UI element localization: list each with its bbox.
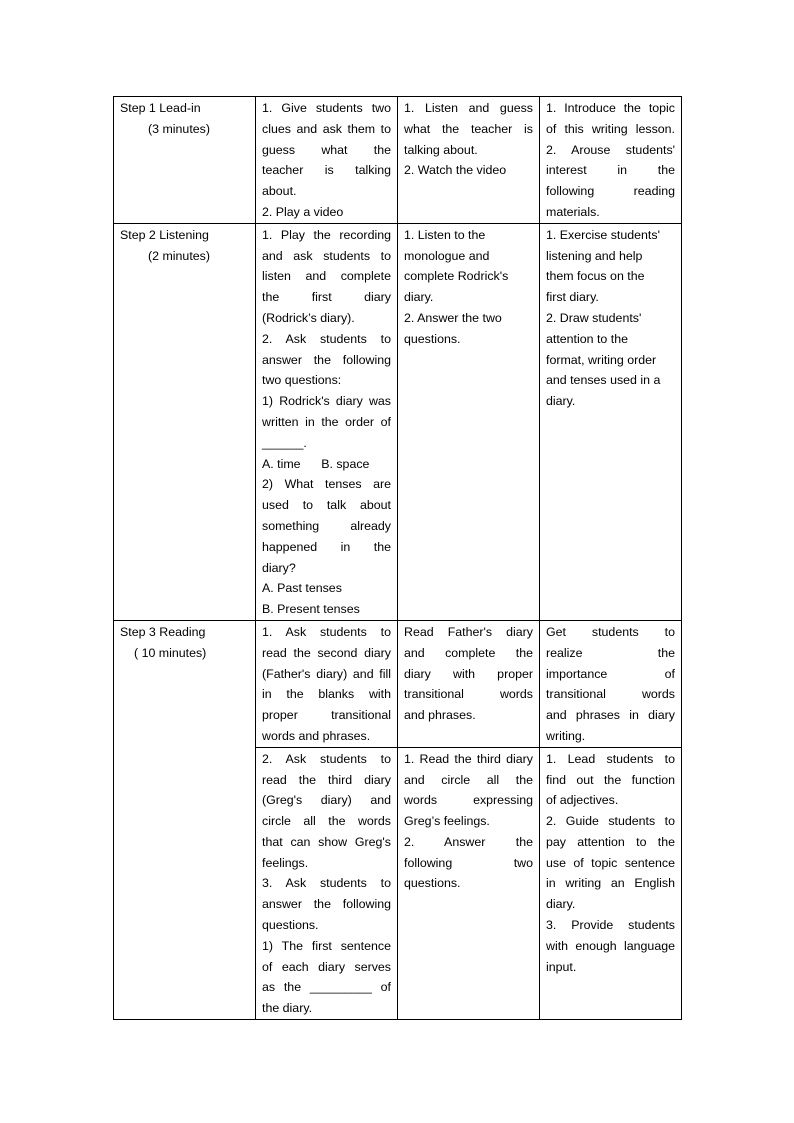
- text-line: attention to the: [546, 331, 628, 346]
- text-line: circle all the words: [262, 814, 391, 829]
- table-row: [114, 223, 682, 620]
- text-line: 1) Rodrick's diary was: [262, 394, 391, 409]
- text-line: 1. Play the recording: [262, 227, 391, 242]
- text-line: input.: [546, 959, 577, 974]
- text-line: that can show Greg's: [262, 834, 391, 849]
- text-line: 2. Ask students to: [262, 751, 391, 766]
- text-line: and tenses used in a: [546, 373, 661, 388]
- text-line: in the blanks with: [262, 687, 391, 702]
- text-line: them focus on the: [546, 269, 645, 284]
- text-line: transitional words: [546, 687, 675, 702]
- text-line: of this writing lesson.: [546, 121, 675, 136]
- text-line: happened in the: [262, 539, 391, 554]
- text-line: feelings.: [262, 855, 309, 870]
- text-line: answer the following: [262, 897, 391, 912]
- step-cell: [114, 620, 256, 1019]
- text-line: 1. Listen and guess: [404, 101, 533, 115]
- text-line: what the teacher is: [404, 121, 533, 136]
- text-line: and circle all the: [404, 772, 533, 787]
- text-line: clues and ask them to: [262, 121, 391, 136]
- text-line: use of topic sentence: [546, 855, 675, 870]
- text-line: 2. Guide students to: [546, 814, 675, 829]
- text-line: talking about.: [404, 142, 478, 157]
- teacher-activity-cell: [256, 223, 398, 620]
- step-title: Step 2 Listening: [120, 227, 209, 242]
- text-line: Read Father's diary: [404, 624, 533, 639]
- student-activity-cell: [398, 97, 540, 224]
- text-line: answer the following: [262, 352, 391, 367]
- text-line: used to talk about: [262, 498, 391, 513]
- step-duration: (2 minutes): [148, 248, 210, 263]
- text-line: of adjectives.: [546, 793, 619, 808]
- text-line: words and phrases.: [262, 728, 371, 743]
- text-line: complete Rodrick's: [404, 269, 509, 284]
- step-cell: [114, 97, 256, 224]
- step-title: Step 1 Lead-in: [120, 101, 201, 115]
- text-line: Greg’s feelings.: [404, 814, 490, 829]
- text-line: 2. Ask students to: [262, 331, 391, 346]
- text-line: diary with proper: [404, 666, 533, 681]
- text-line: importance of: [546, 666, 675, 681]
- step-title: Step 3 Reading: [120, 624, 206, 639]
- text-line: read the third diary: [262, 772, 391, 787]
- text-line: 1. Lead students to: [546, 751, 675, 766]
- text-line: and ask students to: [262, 248, 391, 263]
- text-line: 1) The first sentence: [262, 938, 391, 953]
- text-line: transitional words: [404, 687, 533, 702]
- text-line: read the second diary: [262, 645, 391, 660]
- text-line: ______.: [262, 435, 307, 450]
- text-line: materials.: [546, 204, 600, 219]
- text-line: with enough language: [546, 938, 675, 953]
- table-row: [114, 620, 682, 747]
- text-line: find out the function: [546, 772, 675, 787]
- text-line: Get students to: [546, 624, 675, 639]
- student-activity-cell: [398, 747, 540, 1019]
- purpose-cell: [540, 747, 682, 1019]
- text-line: (Greg's diary) and: [262, 793, 391, 808]
- text-line: 2. Answer the two: [404, 310, 502, 325]
- teacher-activity-cell: [256, 747, 398, 1019]
- text-line: following two: [404, 855, 533, 870]
- purpose-cell: [540, 620, 682, 747]
- student-activity-cell: [398, 620, 540, 747]
- text-line: 1. Listen to the: [404, 227, 486, 242]
- text-line: monologue and: [404, 248, 490, 263]
- text-line: 3. Ask students to: [262, 876, 391, 891]
- text-line: 2) What tenses are: [262, 477, 391, 492]
- step-duration: ( 10 minutes): [134, 645, 207, 660]
- purpose-cell: [540, 97, 682, 224]
- text-line: written in the order of: [262, 414, 391, 429]
- text-line: first diary.: [546, 290, 599, 305]
- text-line: (Father's diary) and fill: [262, 666, 391, 681]
- text-line: 2. Draw students': [546, 310, 642, 325]
- text-line: guess what the: [262, 142, 391, 157]
- text-line: (Rodrick’s diary).: [262, 310, 355, 325]
- lesson-plan-table: [113, 96, 682, 1020]
- text-line: 2. Arouse students': [546, 142, 675, 157]
- text-line: and phrases.: [404, 708, 476, 723]
- text-line: A. time B. space: [262, 456, 370, 471]
- text-line: proper transitional: [262, 708, 391, 723]
- text-line: A. Past tenses: [262, 581, 342, 596]
- text-line: words expressing: [404, 793, 533, 808]
- text-line: the diary.: [262, 1001, 313, 1016]
- text-line: pay attention to the: [546, 834, 675, 849]
- text-line: the first diary: [262, 290, 391, 305]
- teacher-activity-cell: [256, 620, 398, 747]
- text-line: 1. Introduce the topic: [546, 101, 675, 115]
- text-line: 1. Exercise students': [546, 227, 660, 242]
- table-row: [114, 97, 682, 224]
- text-line: realize the: [546, 645, 675, 660]
- text-line: B. Present tenses: [262, 602, 360, 617]
- text-line: questions.: [404, 876, 461, 891]
- text-line: 1. Ask students to: [262, 624, 391, 639]
- text-line: two questions:: [262, 373, 342, 388]
- text-line: 1. Read the third diary: [404, 751, 533, 766]
- text-line: listening and help: [546, 248, 643, 263]
- text-line: writing.: [546, 728, 586, 743]
- text-line: diary.: [404, 290, 434, 305]
- text-line: diary.: [546, 394, 576, 409]
- text-line: of each diary serves: [262, 959, 391, 974]
- purpose-cell: [540, 223, 682, 620]
- step-duration: (3 minutes): [148, 121, 210, 136]
- text-line: 2. Play a video: [262, 204, 344, 219]
- teacher-activity-cell: [256, 97, 398, 224]
- text-line: questions.: [262, 918, 319, 933]
- text-line: format, writing order: [546, 352, 657, 367]
- text-line: about.: [262, 184, 297, 199]
- text-line: interest in the: [546, 163, 675, 178]
- text-line: diary.: [546, 897, 576, 912]
- text-line: listen and complete: [262, 269, 391, 284]
- text-line: teacher is talking: [262, 163, 391, 178]
- text-line: and complete the: [404, 645, 533, 660]
- text-line: following reading: [546, 184, 675, 199]
- text-line: 2. Answer the: [404, 834, 533, 849]
- text-line: questions.: [404, 331, 461, 346]
- text-line: diary?: [262, 560, 296, 575]
- text-line: 3. Provide students: [546, 918, 675, 933]
- text-line: as the _________ of: [262, 980, 391, 995]
- text-line: something already: [262, 518, 391, 533]
- text-line: 1. Give students two: [262, 101, 391, 115]
- student-activity-cell: [398, 223, 540, 620]
- text-line: in writing an English: [546, 876, 675, 891]
- step-cell: [114, 223, 256, 620]
- text-line: 2. Watch the video: [404, 163, 507, 178]
- text-line: and phrases in diary: [546, 708, 675, 723]
